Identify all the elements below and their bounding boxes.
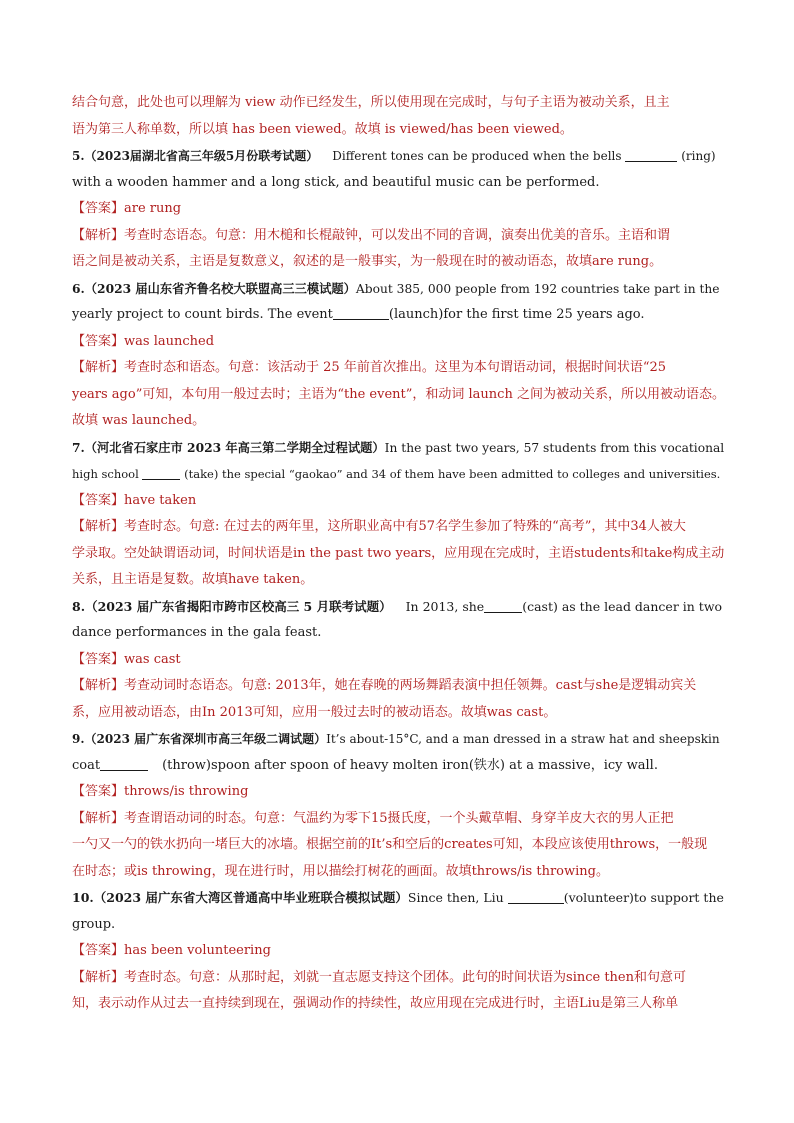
question-text: (throw)spoon after spoon of heavy molten iron(铁水) at a massive，icy wall. xyxy=(162,757,658,773)
question-source: （河北省石家庄市 2023 年高三第二学期全过程试题） xyxy=(84,439,385,455)
question-text: yearly project to count birds. The event xyxy=(72,307,333,322)
question-5-line-2: with a wooden hammer and a long stick, and beautiful music can be performed. xyxy=(72,174,600,190)
question-number: 10. xyxy=(72,890,94,905)
analysis-9-line-2: 一勺又一勺的铁水扔向一堵巨大的冰墙。根据空前的It’s和空后的creates可知，本段应该使用throws，一般现 xyxy=(72,837,708,852)
question-number: 8. xyxy=(72,598,86,614)
analysis-text: 考查动词时态语态。句意: 2013年，她在春晚的两场舞蹈表演中担任领舞。cast与she是逻辑动宾关 xyxy=(124,678,697,693)
analysis-6-line-1 xyxy=(72,355,724,382)
question-number: 7. xyxy=(72,439,85,455)
question-text: (take) the special “gaokao” and 34 of them have been admitted to colleges and universities. xyxy=(184,467,721,481)
intro-line-2: 语为第三人称单数，所以填 has been viewed。故填 is viewed/has been viewed。 xyxy=(72,121,573,137)
question-text: (cast) as the lead dancer in two xyxy=(522,598,723,614)
answer-tag: 【答案】 xyxy=(72,201,125,216)
question-text: Since then, Liu xyxy=(407,890,504,905)
question-source: （2023 届广东省揭阳市跨市区校高三 5 月联考试题） xyxy=(85,598,392,614)
answer-blank xyxy=(333,305,389,320)
question-text: It’s about-15°C, and a man dressed in a straw hat and sheepskin xyxy=(326,732,720,746)
analysis-tag: 【解析】 xyxy=(72,969,125,985)
analysis-5-line-2: 语之间是被动关系，主语是复数意义，叙述的是一般事实，为一般现在时的被动语态，故填are rung。 xyxy=(72,254,663,269)
analysis-10-line-1 xyxy=(72,965,724,992)
analysis-tag: 【解析】 xyxy=(72,678,125,693)
analysis-8-line-2: 系，应用被动语态，由In 2013可知，应用一般过去时的被动语态。故填was cast。 xyxy=(72,704,557,720)
analysis-8-line-1 xyxy=(72,673,724,700)
analysis-9-line-3: 在时态；或is throwing，现在进行时，用以描绘打树花的画面。故填throws/is throwing。 xyxy=(72,863,609,879)
question-text: In 2013, she xyxy=(405,598,485,614)
question-10-line-2: group. xyxy=(72,916,116,932)
question-number: 5. xyxy=(72,149,85,163)
analysis-5-line-1 xyxy=(72,223,724,250)
analysis-text: 考查谓语动词的时态。句意：气温约为零下15摄氏度，一个头戴草帽、身穿羊皮大衣的男人正把 xyxy=(124,810,674,826)
answer-text: throws/is throwing xyxy=(124,784,249,799)
question-text: (launch)for the first time 25 years ago. xyxy=(388,307,645,322)
answer-tag: 【答案】 xyxy=(72,784,125,799)
answer-tag: 【答案】 xyxy=(72,492,125,508)
analysis-6-line-2: years ago”可知，本句用一般过去时；主语为“the event”，和动词 launch 之间为被动关系，所以用被动语态。 xyxy=(72,386,725,402)
intro-line-1: 结合句意，此处也可以理解为 view 动作已经发生，所以使用现在完成时，与句子主语为被动关系，且主 xyxy=(72,95,670,110)
question-8-line-1 xyxy=(72,594,724,621)
question-7-line-2 xyxy=(72,461,724,488)
analysis-tag: 【解析】 xyxy=(72,360,125,375)
question-source: （2023 届广东省深圳市高三年级二调试题） xyxy=(84,732,327,746)
answer-text: have taken xyxy=(124,492,197,508)
question-text: high school xyxy=(72,467,139,481)
answer-7 xyxy=(72,488,724,515)
analysis-7-line-3: 关系，且主语是复数。故填have taken。 xyxy=(72,572,314,587)
question-number: 9. xyxy=(72,732,85,746)
analysis-7-line-1 xyxy=(72,514,724,541)
answer-text: was cast xyxy=(124,651,181,667)
answer-text: was launched xyxy=(124,333,215,349)
answer-tag: 【答案】 xyxy=(72,333,125,349)
analysis-text: 考查时态。句意：从那时起，刘就一直志愿支持这个团体。此句的时间状语为since then和句意可 xyxy=(124,969,686,985)
analysis-6-line-3: 故填 was launched。 xyxy=(72,413,206,428)
question-source: （2023 届山东省齐鲁名校大联盟高三三模试题） xyxy=(84,280,356,296)
question-text: Different tones can be produced when the bells xyxy=(332,149,622,163)
question-text: coat xyxy=(72,757,101,773)
answer-blank xyxy=(625,147,677,162)
answer-tag: 【答案】 xyxy=(72,943,125,958)
analysis-text: 考查时态。句意: 在过去的两年里，这所职业高中有57名学生参加了特殊的“高考”，其中34人被大 xyxy=(124,519,686,534)
analysis-tag: 【解析】 xyxy=(72,810,125,826)
answer-blank xyxy=(142,465,180,480)
answer-text: are rung xyxy=(124,201,182,216)
answer-8 xyxy=(72,647,724,674)
question-text: About 385, 000 people from 192 countries take part in the xyxy=(355,281,720,296)
question-source: （2023届湖北省高三年级5月份联考试题） xyxy=(84,149,319,163)
analysis-tag: 【解析】 xyxy=(72,227,125,243)
answer-9 xyxy=(72,779,724,806)
answer-blank xyxy=(100,756,148,771)
answer-tag: 【答案】 xyxy=(72,651,125,667)
question-text: (ring) xyxy=(681,149,716,163)
question-8-line-2: dance performances in the gala feast. xyxy=(72,625,322,640)
answer-6 xyxy=(72,329,724,356)
question-text: In the past two years, 57 students from this vocational xyxy=(384,440,725,455)
answer-blank xyxy=(508,889,564,904)
answer-5 xyxy=(72,196,724,223)
answer-blank xyxy=(484,598,522,613)
answer-10 xyxy=(72,938,724,965)
analysis-tag: 【解析】 xyxy=(72,519,125,534)
analysis-9-line-1 xyxy=(72,806,724,833)
question-6-line-2 xyxy=(72,302,724,329)
question-text: (volunteer)to support the xyxy=(563,890,724,905)
analysis-text: 考查时态语态。句意：用木槌和长棍敲钟，可以发出不同的音调，演奏出优美的音乐。主语和谓 xyxy=(124,227,671,243)
question-9-line-2 xyxy=(72,753,724,780)
question-source: （2023 届广东省大湾区普通高中毕业班联合模拟试题） xyxy=(93,890,408,905)
question-5-line-1 xyxy=(72,143,724,170)
question-9-line-1 xyxy=(72,726,724,753)
analysis-7-line-2: 学录取。空处缺谓语动词，时间状语是in the past two years，应用现在完成时，主语students和take构成主动 xyxy=(72,545,725,561)
analysis-10-line-2: 知，表示动作从过去一直持续到现在，强调动作的持续性，故应用现在完成进行时，主语Liu是第三人称单 xyxy=(72,996,679,1011)
analysis-text: 考查时态和语态。句意：该活动于 25 年前首次推出。这里为本句谓语动词，根据时间状语“25 xyxy=(124,360,667,375)
question-10-line-1 xyxy=(72,885,724,912)
question-7-line-1 xyxy=(72,435,724,462)
answer-text: has been volunteering xyxy=(124,943,271,958)
question-number: 6. xyxy=(72,280,85,296)
question-6-line-1 xyxy=(72,276,724,303)
